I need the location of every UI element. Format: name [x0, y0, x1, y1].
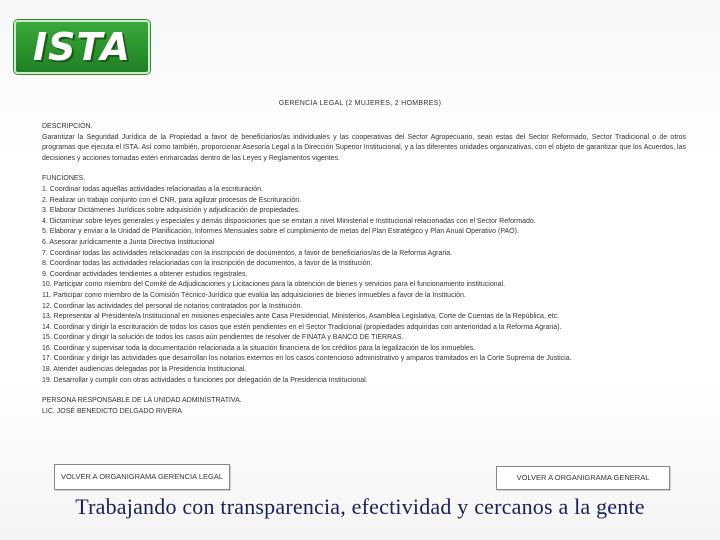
- back-to-general-org-chart-button[interactable]: [496, 466, 670, 490]
- function-item: 12. Coordinar las actividades del personal de notarios contratados por la Institución.: [42, 302, 303, 310]
- function-item: 3. Elaborar Dictámenes Jurídicos sobre adquisición y adjudicación de propiedades.: [42, 207, 300, 215]
- logo-text: ISTA: [33, 25, 131, 69]
- responsible-name: LIC. JOSÉ BENEDICTO DELGADO RIVERA: [42, 407, 182, 415]
- function-item: 4. Dictaminar sobre leyes generales y especiales y demás disposiciones que se emitan a nivel Ministerial e Institucional relacionadas con el Sector Reformado.: [42, 217, 536, 225]
- function-item: 10. Participar como miembro del Comité de Adjudicaciones y Licitaciones para la obtención de bienes y servicios para el funcionamiento institucional.: [42, 281, 506, 289]
- function-item: 16. Coordinar y supervisar toda la documentación relacionada a la situación financiera de los créditos para la legalización de los inmuebles.: [42, 344, 476, 352]
- content-body: [42, 122, 686, 417]
- function-item: 1. Coordinar todas aquellas actividades relacionadas a la escrituración.: [42, 185, 264, 193]
- function-item: 14. Coordinar y dirigir la escrituración de todos los casos que estén pendientes en el Sector Tradicional (propiedades adquiridas con anterioridad a la Reforma Agraria).: [42, 323, 562, 331]
- function-item: 18. Atender audiencias delegadas por la Presidencia Institucional.: [42, 366, 247, 374]
- footer-slogan: Trabajando con transparencia, efectividad y cercanos a la gente: [75, 494, 645, 519]
- function-item: 2. Realizar un trabajo conjunto con el CNR, para agilizar procesos de Escrituración.: [42, 196, 302, 204]
- back-to-legal-org-chart-button[interactable]: [54, 464, 230, 490]
- function-item: 9. Coordinar actividades tendientes a obtener estudios registrales.: [42, 270, 248, 278]
- back-to-general-org-chart-label: VOLVER A ORGANIGRAMA GENERAL: [516, 473, 650, 482]
- functions-list: [42, 185, 686, 386]
- back-to-legal-org-chart-label: VOLVER A ORGANIGRAMA GERENCIA LEGAL: [61, 472, 223, 481]
- function-item: 7. Coordinar todas las actividades relacionadas con la inscripción de documentos, a favor de beneficiarios/as de la Reforma Agraria.: [42, 249, 453, 257]
- function-item: 8. Coordinar todas las actividades relacionadas con la inscripción de documentos, a favor de la Institución.: [42, 260, 373, 268]
- page-title: GERENCIA LEGAL (2 MUJERES, 2 HOMBRES): [278, 100, 442, 107]
- description-title: DESCRIPCIÓN.: [42, 123, 93, 130]
- function-item: 19. Desarrollar y cumplir con otras actividades o funciones por delegación de la Presidencia Institucional.: [42, 376, 368, 384]
- function-item: 5. Elaborar y enviar a la Unidad de Planificación, Informes Mensuales sobre el cumplimiento de metas del Plan Estratégico y Plan Anual Operativo (PAO).: [42, 228, 519, 236]
- description-text: Garantizar la Seguridad Jurídica de la Propiedad a favor de beneficiarios/as individuales y las cooperativas del Sector Agropecuario, sean estas del Sector Reformado, Sector Tradicional o de otros programas que ejecuta el ISTA. Así como también, proporcionar Asesoría Legal a la Dirección Superior Institucional, y a las diferentes unidades organizativas, con el objeto de garantizar que los Acuerdos, las decisiones y acciones tomadas estén enmarcadas dentro de las Leyes y Reglamentos vigentes.: [42, 133, 686, 162]
- function-item: 17. Coordinar y dirigir las actividades que desarrollan los notarios externos en los casos contencioso administrativo y amparos tramitados en la Corte Suprema de Justicia.: [42, 355, 572, 363]
- responsible-title: PERSONA RESPONSABLE DE LA UNIDAD ADMINISTRATIVA.: [42, 397, 242, 405]
- ista-logo: [14, 20, 150, 74]
- function-item: 15. Coordinar y dirigir la solución de todos los casos aún pendientes de resolver de FINATA y BANCO DE TIERRAS.: [42, 334, 404, 342]
- function-item: 13. Representar al Presidente/a Institucional en misiones especiales ante Casa Presidencial, Ministerios, Asamblea Legislativa, Corte de Cuentas de la República, etc.: [42, 313, 560, 321]
- functions-title: FUNCIONES.: [42, 175, 86, 183]
- function-item: 6. Asesorar jurídicamente a Junta Directiva Institucional: [42, 238, 215, 246]
- function-item: 11. Participar como miembro de la Comisión Técnico-Jurídico que evalúa las adquisiciones de bienes inmuebles a favor de la Institución.: [42, 291, 466, 299]
